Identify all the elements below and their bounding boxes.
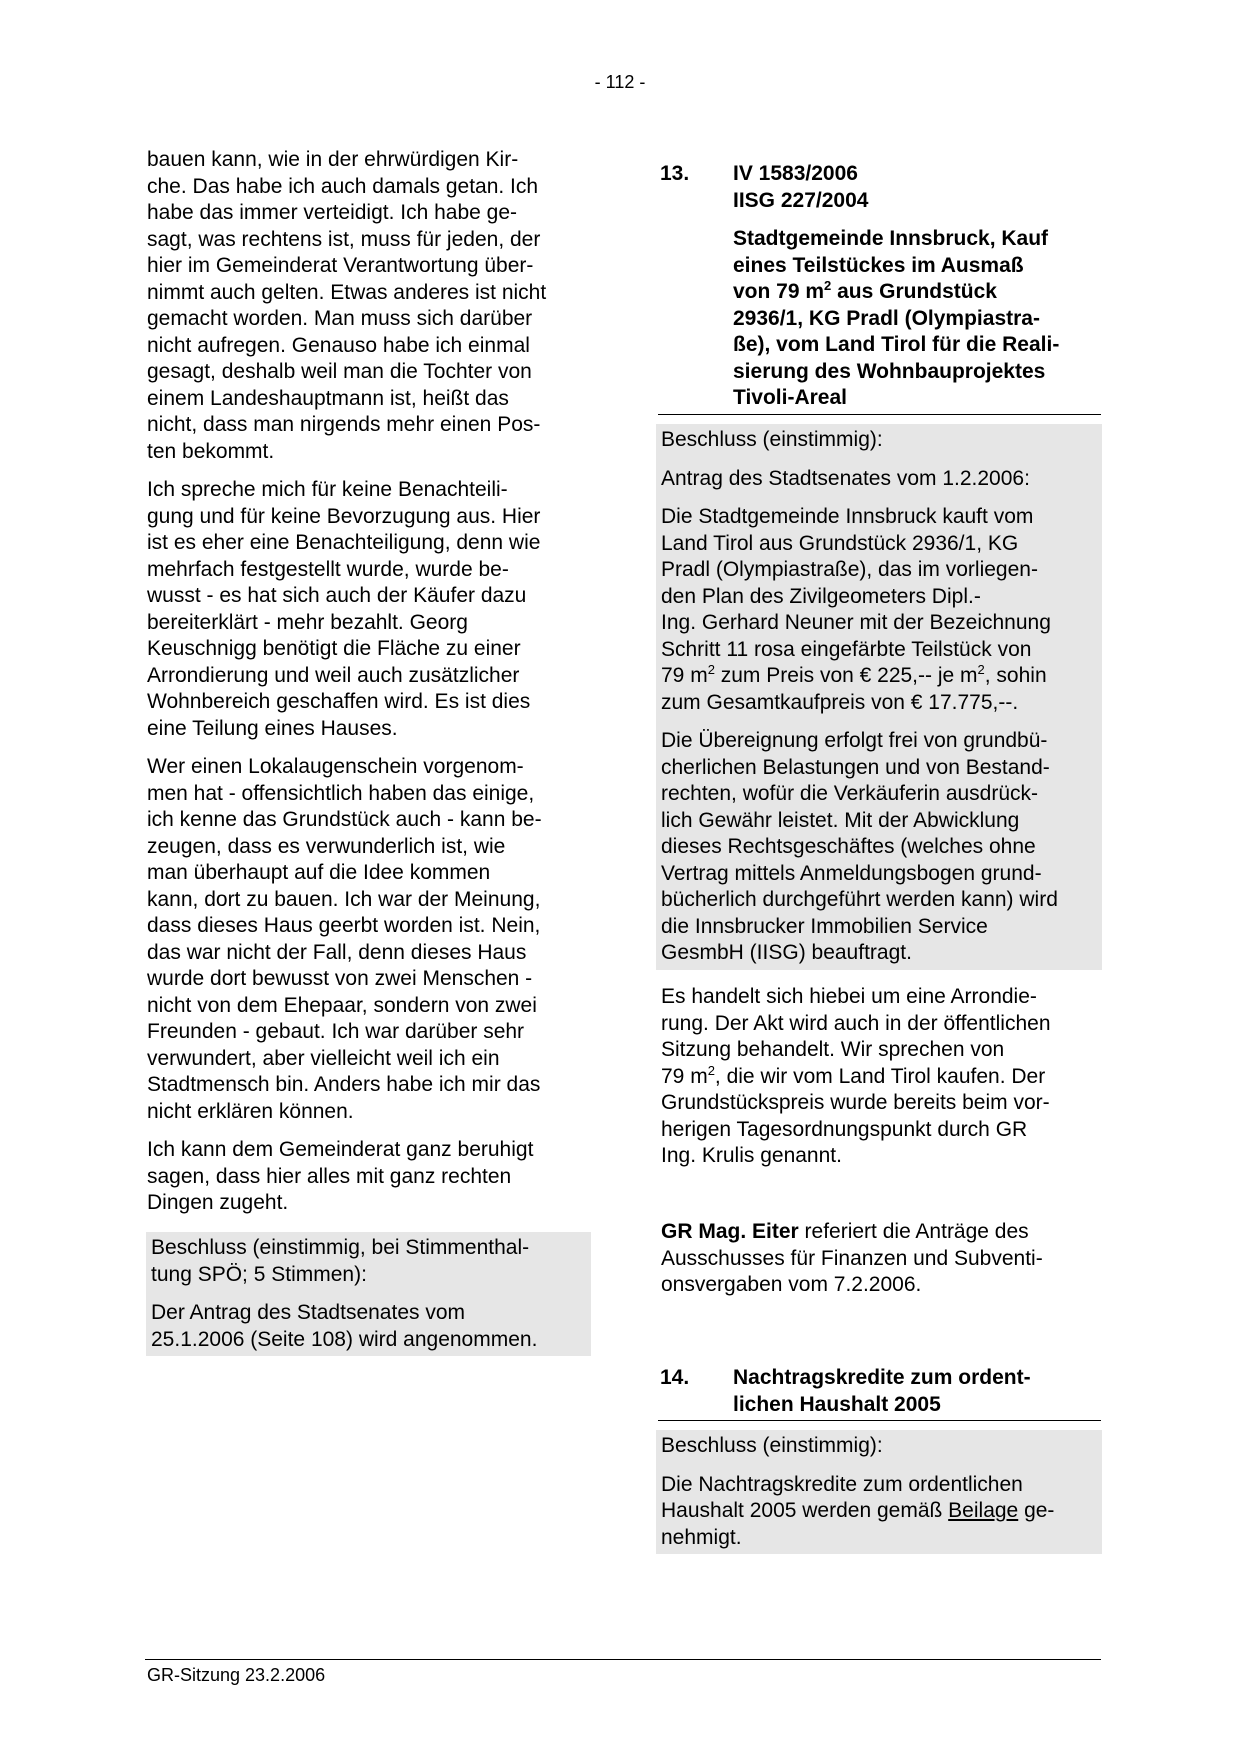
- resolution-decision: Beschluss (einstimmig, bei Stimmenthal- tung SPÖ; 5 Stimmen):: [151, 1236, 530, 1286]
- item-14-decision: Beschluss (einstimmig):: [661, 1434, 883, 1457]
- paragraph-3: Wer einen Lokalaugenschein vorgenom- men hat - offensichtlich haben das einige, ich kenne das Grundstück auch - kann be- zeugen, dass es verwunderlich ist, wie man überhaupt auf die Idee kommen kann, dort zu bauen. Ich war der Meinung, dass dieses Haus geerbt worden ist. Nein, das war nicht der Fall, denn dieses Haus wurde dort bewusst von zwei Menschen - nicht von dem Ehepaar, sondern von zwei Freunden - gebaut. Ich war darüber sehr verwundert, aber vielleicht weil ich ein Stadtmensch bin. Anders habe ich mir das nicht erklären können.: [147, 755, 542, 1123]
- paragraph-2: Ich spreche mich für keine Benachteili- gung und für keine Bevorzugung aus. Hier ist es eher eine Benachteiligung, denn wie mehrfach festgestellt wurde, wurde be- wusst - es hat sich auch der Käufer dazu bereiterklärt - mehr bezahlt. Georg Keuschnigg benötigt die Fläche zu einer Arrondierung und weil auch zusätzlicher Wohnbereich geschaffen wird. Es ist dies eine Teilung eines Hauses.: [147, 478, 541, 740]
- item-14-resolution-box: [656, 1430, 1102, 1554]
- item-13-number: 13.: [660, 162, 690, 185]
- left-column: [147, 147, 587, 1217]
- item-14-number: 14.: [660, 1366, 690, 1389]
- footer-rule: [145, 1659, 1101, 1660]
- item-13-resolution-box: [656, 424, 1102, 970]
- item-14-title: Nachtragskredite zum ordent- lichen Haushalt 2005: [733, 1366, 1031, 1416]
- page-number: - 112 -: [594, 72, 646, 92]
- item-14-text: Die Nachtragskredite zum ordentlichen Haushalt 2005 werden gemäß Beilage ge- nehmigt.: [661, 1472, 1055, 1549]
- item-14-rule: [658, 1420, 1101, 1421]
- footer-text: GR-Sitzung 23.2.2006: [147, 1665, 326, 1685]
- speaker-name: GR Mag. Eiter: [661, 1220, 799, 1243]
- item-13-purchase-text: Die Stadtgemeinde Innsbruck kauft vom Land Tirol aus Grundstück 2936/1, KG Pradl (Olympiastraße), das im vorliegen- den Plan des Zivilgeometers Dipl.- Ing. Gerhard Neuner mit der Bezeichnung Schritt 11 rosa eingefärbte Teilstück von 79 $m^2$ zum Preis von € 225,-- je $m^2$, sohin zum Gesamtkaufpreis von € 17.775,--.: [661, 505, 1051, 714]
- item-13-decision: Beschluss (einstimmig):: [661, 428, 883, 451]
- paragraph-1: bauen kann, wie in der ehrwürdigen Kir- che. Das habe ich auch damals getan. Ich habe das immer verteidigt. Ich habe ge- sagt, was rechtens ist, muss für jeden, der hier im Gemeinderat Verantwortung über- nimmt auch gelten. Etwas anderes ist nicht gemacht worden. Man muss sich darüber nicht aufregen. Genauso habe ich einmal gesagt, deshalb weil man die Tochter von einem Landeshauptmann ist, heißt das nicht, dass man nirgends mehr einen Pos- ten bekommt.: [147, 148, 547, 463]
- item-13-title: Stadtgemeinde Innsbruck, Kauf eines Teilstückes im Ausmaß von 79 $m^2$ aus Grundstück 2936/1, KG Pradl (Olympiastra- ße), vom Land Tirol für die Reali- sierung des Wohnbauprojektes Tivoli-Areal: [733, 227, 1060, 409]
- resolution-text: Der Antrag des Stadtsenates vom 25.1.2006 (Seite 108) wird angenommen.: [151, 1301, 538, 1351]
- report-paragraph: GR Mag. Eiter referiert die Anträge des Ausschusses für Finanzen und Subventi- onsvergaben vom 7.2.2006.: [661, 1220, 1043, 1296]
- item-13-rule: [658, 414, 1101, 415]
- resolution-box-left: [146, 1232, 591, 1356]
- item-13-motion: Antrag des Stadtsenates vom 1.2.2006:: [661, 466, 1030, 490]
- item-14-header: [660, 1365, 1100, 1418]
- item-13-refs: IV 1583/2006 IISG 227/2004: [733, 162, 869, 212]
- item-13-header: [660, 161, 1100, 412]
- beilage-link[interactable]: Beilage: [948, 1499, 1019, 1522]
- item-13-explanation: Es handelt sich hiebei um eine Arrondie- rung. Der Akt wird auch in der öffentlichen Sitzung behandelt. Wir sprechen von 79 $m^2$, die wir vom Land Tirol kaufen. Der Grundstückspreis wurde bereits beim vor- herigen Tagesordnungspunkt durch GR Ing. Krulis genannt.: [661, 985, 1051, 1167]
- item-13-transfer-text: Die Übereignung erfolgt frei von grundbü- cherlichen Belastungen und von Bestand- rechten, wofür die Verkäuferin ausdrück- lich Gewähr leistet. Mit der Abwicklung dieses Rechtsgeschäftes (welches ohne Vertrag mittels Anmeldungsbogen grund- bücherlich durchgeführt werden kann) wird die Innsbrucker Immobilien Service GesmbH (IISG) beauftragt.: [661, 729, 1058, 964]
- paragraph-4: Ich kann dem Gemeinderat ganz beruhigt sagen, dass hier alles mit ganz rechten Dingen zugeht.: [147, 1138, 534, 1214]
